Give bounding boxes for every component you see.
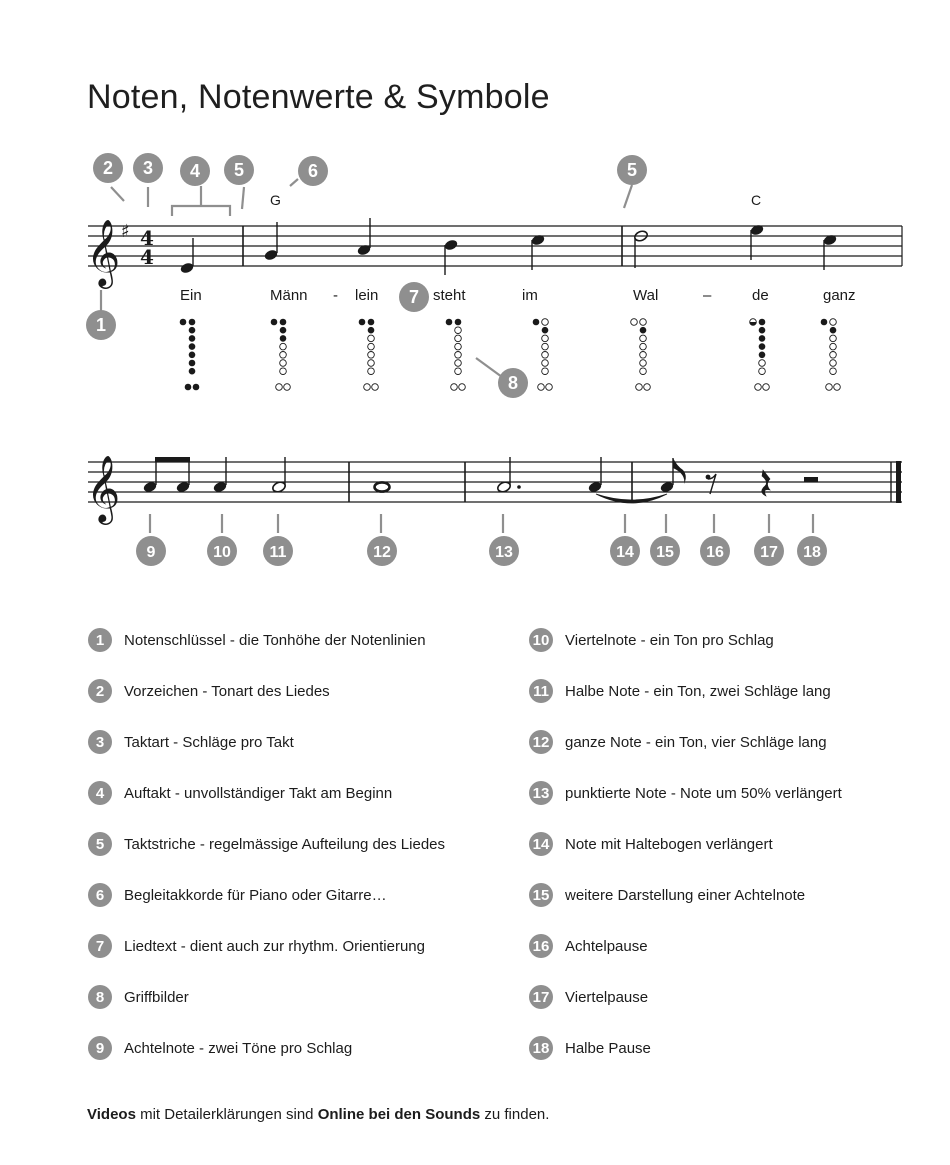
hole-open: [763, 384, 770, 391]
eighth-rest-icon: [706, 474, 716, 494]
lyric-syllable: im: [522, 287, 538, 304]
lyric-syllable: Männ: [270, 287, 308, 304]
callout-badge: [610, 536, 640, 566]
legend-text: ganze Note - ein Ton, vier Schläge lang: [565, 733, 827, 751]
legend-number-badge: 14: [529, 832, 553, 856]
legend-text: Taktart - Schläge pro Takt: [124, 733, 294, 751]
hole-open: [368, 368, 375, 375]
callout-badge: [207, 536, 237, 566]
hole-open: [631, 319, 638, 326]
hole-open: [644, 384, 651, 391]
hole-closed: [759, 352, 766, 359]
callout-number: 5: [626, 160, 638, 180]
callout-badge: [489, 536, 519, 566]
treble-clef-icon: 𝄞: [86, 218, 121, 286]
time-signature-denominator: 4: [140, 245, 154, 269]
legend-number-badge: 12: [529, 730, 553, 754]
legend-text: Viertelpause: [565, 988, 649, 1006]
callout-badge: [224, 155, 254, 185]
callout-badge: [399, 282, 429, 312]
hole-open: [368, 360, 375, 367]
legend-text: punktierte Note - Note um 50% verlängert: [565, 784, 842, 802]
legend-text: Notenschlüssel - die Tonhöhe der Notenlinien: [124, 631, 426, 649]
hole-open: [280, 368, 287, 375]
chord-symbol: C: [751, 192, 762, 208]
callout-badge: [263, 536, 293, 566]
hole-open: [640, 360, 647, 367]
lyric-syllable: lein: [355, 287, 379, 304]
hole-closed: [189, 327, 196, 334]
legend-item: [88, 729, 294, 755]
legend-item: [88, 1035, 352, 1061]
hole-open: [636, 384, 643, 391]
hole-closed: [193, 384, 200, 391]
note-whole: [375, 482, 390, 491]
hole-open: [542, 335, 549, 342]
callout-number: 15: [656, 544, 674, 561]
callout-number: 4: [189, 161, 201, 181]
hole-closed: [759, 335, 766, 342]
callout-badge: [298, 156, 328, 186]
hole-open: [542, 368, 549, 375]
hole-closed: [640, 327, 647, 334]
lyric-syllable: de: [752, 287, 769, 304]
hole-open: [364, 384, 371, 391]
hole-open: [455, 352, 462, 359]
hole-closed: [180, 319, 187, 326]
legend-item: [88, 678, 330, 704]
hole-open: [280, 352, 287, 359]
legend-item: [88, 627, 426, 653]
hole-closed: [359, 319, 366, 326]
hole-open: [640, 368, 647, 375]
hole-open: [459, 384, 466, 391]
callout-badge: [650, 536, 680, 566]
hole-closed: [759, 327, 766, 334]
callout-number: 7: [408, 287, 420, 307]
callout-number: 16: [706, 544, 724, 561]
callout-number: 1: [95, 315, 107, 335]
legend-text: Achtelnote - zwei Töne pro Schlag: [124, 1039, 353, 1057]
hole-closed: [189, 368, 196, 375]
callout-number: 13: [495, 544, 513, 561]
hole-open: [538, 384, 545, 391]
legend-number-badge: 11: [529, 679, 553, 703]
hole-open: [368, 335, 375, 342]
callout-number: 18: [803, 544, 821, 561]
hole-closed: [189, 319, 196, 326]
staff-1: [86, 192, 902, 390]
hole-open: [455, 343, 462, 350]
legend-number-badge: 1: [88, 628, 112, 652]
hole-open: [830, 335, 837, 342]
footer-text-1: mit Detailerklärungen sind: [135, 1106, 318, 1123]
chord-symbol: G: [270, 192, 281, 208]
hole-open: [451, 384, 458, 391]
callout-number: 8: [507, 373, 519, 393]
legend-text: Achtelpause: [565, 937, 648, 955]
legend-item: [88, 780, 392, 806]
hole-open: [542, 352, 549, 359]
footer-videos: Videos: [87, 1106, 136, 1123]
hole-open: [542, 319, 549, 326]
legend-item: [529, 933, 648, 959]
hole-open: [542, 343, 549, 350]
callout-number: 12: [373, 544, 391, 561]
hole-open: [276, 384, 283, 391]
legend-text: Halbe Pause: [565, 1039, 651, 1057]
legend-number-badge: 3: [88, 730, 112, 754]
callout-number: 9: [146, 544, 156, 561]
hole-open: [542, 360, 549, 367]
legend-item: [529, 1035, 651, 1061]
hole-closed: [189, 343, 196, 350]
hole-open: [830, 343, 837, 350]
hole-open: [826, 384, 833, 391]
legend-number-badge: 15: [529, 883, 553, 907]
legend-number-badge: 2: [88, 679, 112, 703]
callout-number: 17: [760, 544, 778, 561]
hole-closed: [750, 319, 757, 326]
callout-badge: [136, 536, 166, 566]
callout-badge: [700, 536, 730, 566]
legend-item: [529, 627, 774, 653]
legend-text: weitere Darstellung einer Achtelnote: [565, 886, 806, 904]
legend-item: [88, 933, 425, 959]
note-half: [633, 230, 648, 268]
lyric-syllable: steht: [433, 287, 466, 304]
legend-text: Halbe Note - ein Ton, zwei Schläge lang: [565, 682, 831, 700]
legend-number-badge: 6: [88, 883, 112, 907]
hole-open: [284, 384, 291, 391]
hole-open: [640, 343, 647, 350]
legend-text: Viertelnote - ein Ton pro Schlag: [565, 631, 774, 649]
lyric-syllable: Ein: [180, 287, 202, 304]
hole-closed: [280, 327, 287, 334]
staff-2: [86, 454, 902, 525]
lyric-syllable: –: [703, 287, 712, 304]
hole-open: [280, 343, 287, 350]
time-signature-4-4: 4: [140, 226, 154, 250]
callout-badge: [617, 155, 647, 185]
legend-item: [88, 882, 387, 908]
legend-text: Vorzeichen - Tonart des Liedes: [124, 682, 330, 700]
legend-item: [529, 678, 831, 704]
callout-number: 10: [213, 544, 231, 561]
callout-number: 5: [233, 160, 245, 180]
hole-closed: [446, 319, 453, 326]
callout-badge: [754, 536, 784, 566]
hole-closed: [759, 319, 766, 326]
callout-badge: [133, 153, 163, 183]
note-quarter: [356, 218, 371, 256]
legend-number-badge: 5: [88, 832, 112, 856]
legend-number-badge: 8: [88, 985, 112, 1009]
note-eighth-flagged: [659, 458, 685, 493]
hole-open: [830, 319, 837, 326]
hole-closed: [542, 327, 549, 334]
callout-badge: [86, 310, 116, 340]
legend-text: Note mit Haltebogen verlängert: [565, 835, 773, 853]
legend-number-badge: 4: [88, 781, 112, 805]
note-quarter: [443, 239, 458, 275]
hole-open: [640, 352, 647, 359]
sharp-icon: ♯: [121, 221, 130, 242]
callout-number: 6: [307, 161, 319, 181]
hole-open: [755, 384, 762, 391]
legend-item: [88, 984, 189, 1010]
legend-item: [529, 984, 648, 1010]
hole-open: [368, 352, 375, 359]
lyric-syllable: -: [333, 287, 338, 304]
hole-closed: [368, 327, 375, 334]
legend-item: [529, 780, 842, 806]
callout-number: 14: [616, 544, 634, 561]
hole-open: [640, 335, 647, 342]
half-rest-icon: [804, 477, 818, 482]
note-quarter: [263, 222, 278, 261]
hole-closed: [759, 343, 766, 350]
legend-number-badge: 10: [529, 628, 553, 652]
treble-clef-icon: 𝄞: [86, 454, 121, 522]
hole-closed: [189, 352, 196, 359]
hole-open: [834, 384, 841, 391]
final-barline-thick: [896, 461, 901, 503]
hole-open: [368, 343, 375, 350]
legend-item: [88, 831, 445, 857]
hole-open: [455, 327, 462, 334]
legend-number-badge: 17: [529, 985, 553, 1009]
legend-text: Liedtext - dient auch zur rhythm. Orientierung: [124, 937, 425, 955]
footer-note: [87, 1106, 549, 1123]
hole-open: [546, 384, 553, 391]
legend-number-badge: 18: [529, 1036, 553, 1060]
hole-closed: [280, 319, 287, 326]
callout-badge: [180, 156, 210, 186]
page-title: Noten, Notenwerte & Symbole: [87, 78, 550, 116]
hole-open: [372, 384, 379, 391]
lyric-syllable: Wal: [633, 287, 659, 304]
hole-open: [455, 368, 462, 375]
hole-closed: [189, 335, 196, 342]
note-quarter: [530, 234, 545, 270]
footer-text-2: zu finden.: [480, 1106, 550, 1123]
legend-number-badge: 16: [529, 934, 553, 958]
hole-closed: [185, 384, 192, 391]
legend-text: Begleitakkorde für Piano oder Gitarre…: [124, 886, 387, 904]
hole-closed: [533, 319, 540, 326]
hole-open: [759, 360, 766, 367]
hole-open: [759, 368, 766, 375]
callout-badge: [498, 368, 528, 398]
legend-text: Griffbilder: [124, 988, 189, 1006]
hole-closed: [271, 319, 278, 326]
callout-badge: [93, 153, 123, 183]
hole-open: [640, 319, 647, 326]
hole-open: [455, 360, 462, 367]
legend-number-badge: 13: [529, 781, 553, 805]
hole-open: [830, 360, 837, 367]
hole-closed: [821, 319, 828, 326]
callout-number: 2: [102, 158, 114, 178]
legend-number-badge: 7: [88, 934, 112, 958]
hole-closed: [280, 335, 287, 342]
callout-badges: [86, 153, 827, 566]
note-quarter: [822, 234, 837, 270]
hole-closed: [368, 319, 375, 326]
legend-number-badge: 9: [88, 1036, 112, 1060]
callout-badge: [797, 536, 827, 566]
hole-closed: [189, 360, 196, 367]
callout-number: 3: [142, 158, 154, 178]
legend-item: [529, 729, 827, 755]
hole-open: [280, 360, 287, 367]
note-quarter: [749, 224, 764, 260]
footer-online: Online bei den Sounds: [317, 1106, 481, 1123]
hole-open: [830, 352, 837, 359]
lyric-syllable: ganz: [823, 287, 856, 304]
legend-item: [529, 882, 805, 908]
hole-closed: [830, 327, 837, 334]
hole-open: [455, 335, 462, 342]
hole-open: [830, 368, 837, 375]
callout-badge: [367, 536, 397, 566]
hole-closed: [455, 319, 462, 326]
legend-item: [529, 831, 773, 857]
legend-text: Auftakt - unvollständiger Takt am Beginn: [124, 784, 393, 802]
legend-text: Taktstriche - regelmässige Aufteilung des Liedes: [124, 835, 446, 853]
callout-number: 11: [269, 544, 287, 561]
